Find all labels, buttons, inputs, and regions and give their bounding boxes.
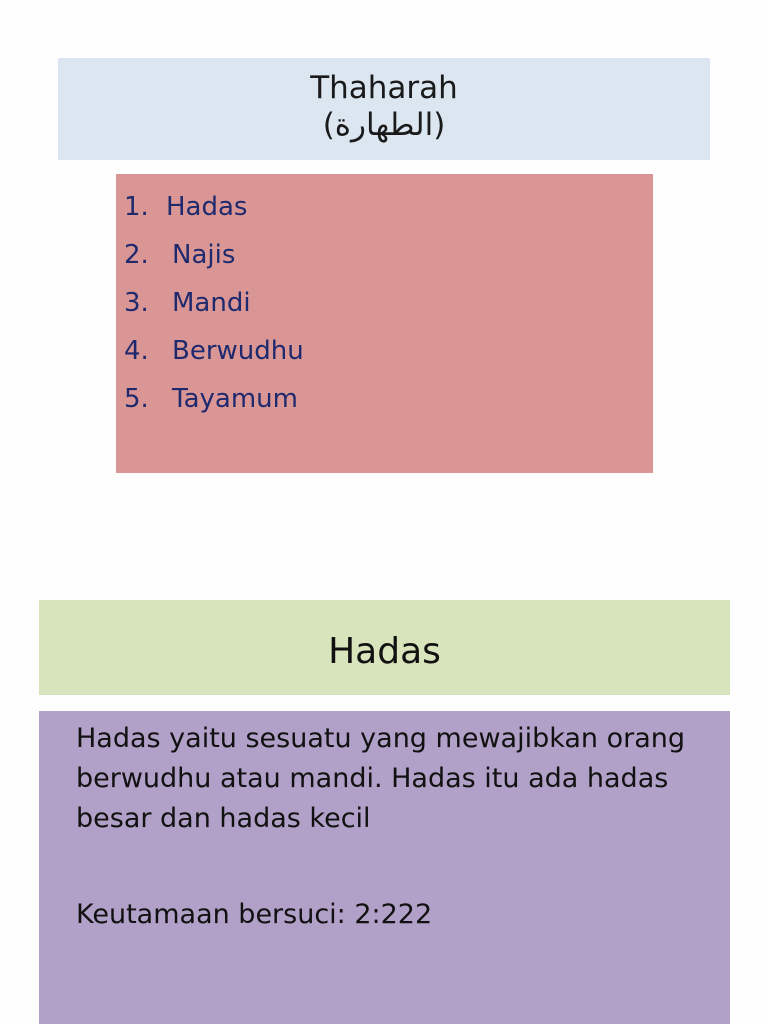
hadas-heading: Hadas	[328, 631, 441, 672]
list-item-number: 1.	[124, 192, 149, 222]
list-item	[124, 231, 653, 279]
topic-list	[116, 174, 653, 423]
list-item-number: 2.	[124, 240, 149, 270]
hadas-note: Keutamaan bersuci: 2:222	[76, 899, 433, 930]
list-item-label: Tayamum	[172, 384, 298, 414]
hadas-content-box	[39, 711, 730, 1024]
list-item-number: 4.	[124, 336, 149, 366]
hadas-heading-box	[39, 600, 730, 695]
page-title: Thaharah	[310, 70, 458, 106]
list-item-label: Berwudhu	[172, 336, 304, 366]
list-item-label: Najis	[172, 240, 236, 270]
list-item-number: 3.	[124, 288, 149, 318]
hadas-description: Hadas yaitu sesuatu yang mewajibkan orang berwudhu atau mandi. Hadas itu ada hadas besar dan hadas kecil	[76, 723, 686, 834]
arabic-title: (الطهارة)	[322, 107, 446, 143]
list-item	[124, 375, 653, 423]
topic-list-box	[116, 174, 653, 473]
list-item	[124, 279, 653, 327]
list-item-number: 5.	[124, 384, 149, 414]
list-item-label: Mandi	[172, 288, 251, 318]
list-item	[124, 327, 653, 375]
list-item	[124, 183, 653, 231]
title-box	[58, 58, 710, 160]
list-item-label: Hadas	[166, 192, 248, 222]
